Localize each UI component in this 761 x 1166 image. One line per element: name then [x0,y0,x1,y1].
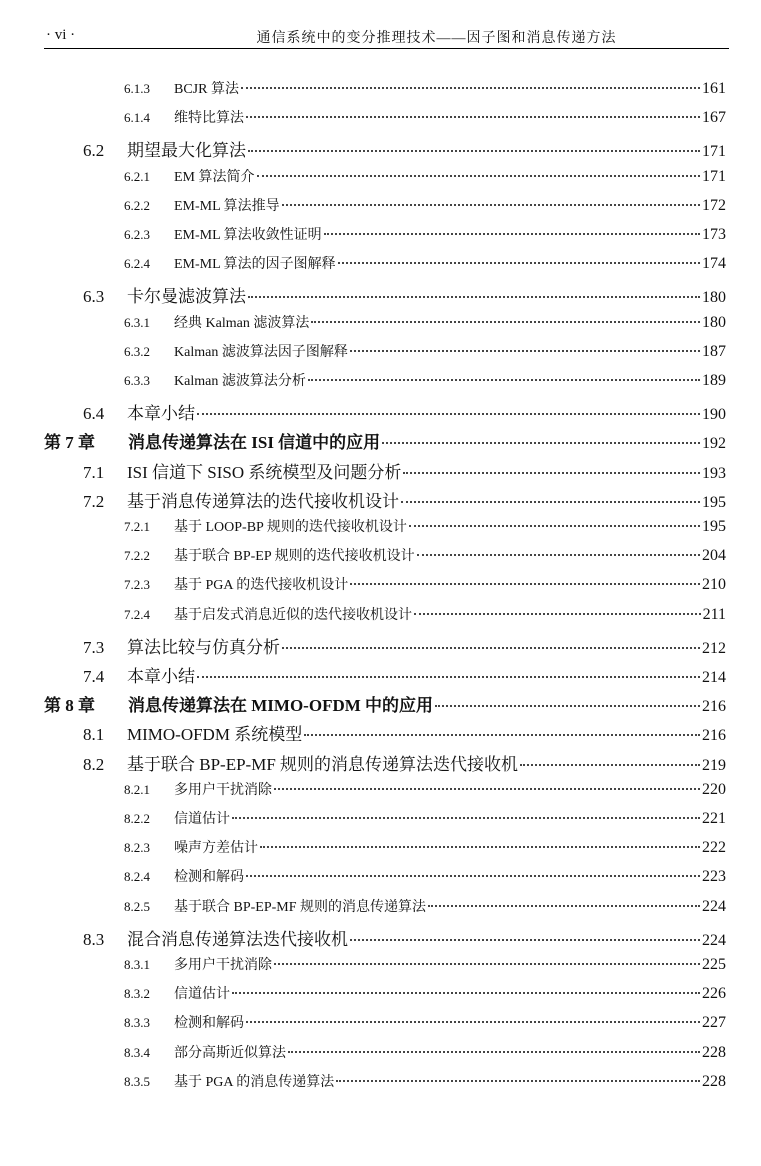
toc-entry-page: 228 [702,1043,726,1061]
toc-entry [0,604,726,624]
toc-entry-title: ISI 信道下 SISO 系统模型及问题分析 [127,462,402,482]
toc-entry-number: 8.3.3 [124,1015,150,1031]
toc-entry-title: EM-ML 算法的因子图解释 [174,257,336,273]
toc-entry-number: 7.2.3 [124,577,150,593]
toc-entry-page: 211 [702,605,726,623]
toc-leader-dots [197,413,700,415]
toc-entry [0,896,726,916]
toc-entry-title: 部分高斯近似算法 [174,1045,286,1061]
toc-entry-title: 基于联合 BP-EP 规则的迭代接收机设计 [174,549,415,565]
toc-entry-page: 192 [702,435,726,453]
toc-leader-dots [350,939,700,941]
toc-leader-dots [414,613,701,615]
toc-entry [0,458,726,483]
toc-entry-title: 基于联合 BP-EP-MF 规则的消息传递算法 [174,899,427,915]
toc-entry [0,1012,726,1032]
toc-entry-title: 算法比较与仿真分析 [127,637,280,657]
toc-entry-number: 7.2.1 [124,519,150,534]
toc-entry [0,925,726,950]
toc-entry-title: 多用户干扰消除 [174,958,272,973]
toc-entry-number: 第 8 章 [44,696,95,716]
toc-entry [0,516,726,536]
toc-entry [0,1071,726,1091]
toc-entry [0,166,726,186]
toc-entry-number: 8.3.5 [124,1073,150,1089]
toc-entry-number: 8.3.4 [124,1044,150,1060]
toc-entry-page: 195 [702,518,726,535]
toc-leader-dots [260,846,700,848]
running-header [44,22,729,49]
toc-leader-dots [246,875,700,877]
toc-entry-page: 227 [702,1014,726,1032]
toc-leader-dots [401,501,700,503]
toc-entry-page: 193 [702,464,726,482]
toc-entry-page: 204 [702,547,726,565]
toc-entry-number: 8.2.2 [124,811,150,826]
toc-entry-title: 信道估计 [174,812,230,827]
toc-leader-dots [232,992,700,994]
toc-entry [0,78,726,98]
toc-entry-number: 8.2 [83,754,105,774]
toc-entry-title: 信道估计 [174,987,230,1003]
toc-entry-number: 6.2 [83,141,105,161]
toc-leader-dots [246,1021,700,1023]
toc-entry-page: 161 [702,80,726,97]
toc-entry-number: 8.2.5 [124,898,150,914]
toc-entry [0,779,726,799]
toc-entry-page: 214 [702,669,726,686]
toc-entry-number: 6.3 [83,287,105,307]
toc-entry-number: 8.3.1 [124,957,150,972]
toc-entry-title: 混合消息传递算法迭代接收机 [127,929,348,949]
toc-entry [0,253,726,273]
toc-entry-page: 221 [702,810,726,827]
toc-entry-page: 216 [702,727,726,745]
toc-entry-title: 本章小结 [127,404,195,424]
toc-entry [0,866,726,886]
toc-entry-title: 基于 LOOP-BP 规则的迭代接收机设计 [174,520,407,535]
toc-leader-dots [435,705,700,707]
toc-entry-number: 6.2.3 [124,227,150,242]
toc-entry-page: 220 [702,780,726,798]
toc-entry-page: 180 [702,313,726,331]
toc-entry-title: 经典 Kalman 滤波算法 [174,315,310,331]
toc-entry [0,691,726,716]
page-number: · vi · [46,27,76,43]
toc-entry-page: 167 [702,109,726,127]
toc-entry-page: 222 [702,839,726,857]
toc-entry-title: 基于消息传递算法的迭代接收机设计 [127,491,399,511]
toc-entry-title: 基于 PGA 的迭代接收机设计 [174,578,349,594]
toc-entry [0,574,726,594]
toc-entry-title: 期望最大化算法 [127,141,246,161]
toc-entry-number: 7.4 [83,667,105,686]
toc-entry-number: 8.3 [83,929,105,949]
toc-entry-number: 6.3.1 [124,314,150,330]
toc-entry-number: 7.3 [83,637,105,657]
toc-entry [0,399,726,424]
toc-entry-page: 173 [702,226,726,243]
toc-entry [0,224,726,244]
toc-leader-dots [350,583,700,585]
toc-entry-page: 212 [702,639,726,657]
toc-entry-page: 224 [702,931,726,949]
toc-leader-dots [338,262,700,264]
toc-entry-page: 219 [702,756,726,774]
toc-entry-number: 7.1 [83,462,105,482]
toc-entry-number: 8.2.4 [124,869,150,885]
toc-entry-title: 本章小结 [127,667,195,686]
toc-entry-title: 基于联合 BP-EP-MF 规则的消息传递算法迭代接收机 [127,754,519,774]
toc-entry-title: 多用户干扰消除 [174,782,272,798]
toc-entry [0,545,726,565]
toc-entry-title: 基于 PGA 的消息传递算法 [174,1074,335,1090]
toc-leader-dots [282,204,700,206]
toc-entry-title: EM 算法简介 [174,169,255,185]
toc-entry-number: 8.2.3 [124,840,150,856]
toc-entry [0,954,726,974]
toc-entry-page: 187 [702,342,726,360]
toc-entry-page: 172 [702,196,726,214]
toc-entry-page: 210 [702,576,726,594]
toc-entry-title: 卡尔曼滤波算法 [127,287,246,307]
running-title: 通信系统中的变分推理技术——因子图和消息传递方法 [256,31,617,46]
toc-entry-page: 171 [702,143,726,161]
toc-entry-number: 第 7 章 [44,433,95,453]
toc-leader-dots [241,87,700,89]
toc-entry-number: 7.2.4 [124,606,150,622]
toc-entry-title: 检测和解码 [174,870,244,886]
toc-leader-dots [232,817,700,819]
toc-entry [0,428,726,453]
toc-leader-dots [248,296,700,298]
toc-entry [0,750,726,775]
toc-entry [0,370,726,390]
toc-leader-dots [274,963,700,965]
toc-entry [0,136,726,161]
toc-entry-page: 226 [702,985,726,1003]
toc-leader-dots [288,1051,700,1053]
toc-entry-number: 6.2.1 [124,168,150,184]
toc-entry-title: Kalman 滤波算法分析 [174,374,306,389]
toc-entry-page: 190 [702,406,726,424]
toc-entry [0,808,726,828]
toc-entry [0,341,726,361]
toc-leader-dots [428,905,700,907]
toc-entry-title: BCJR 算法 [174,82,239,97]
toc-entry-number: 6.1.4 [124,110,150,126]
toc-entry [0,195,726,215]
toc-entry-number: 6.2.4 [124,256,150,272]
toc-leader-dots [382,442,700,444]
toc-entry [0,633,726,658]
toc-entry-number: 6.4 [83,404,105,424]
toc-entry-title: EM-ML 算法收敛性证明 [174,228,322,243]
toc-entry-page: 189 [702,372,726,389]
toc-entry-page: 225 [702,956,726,973]
toc-leader-dots [304,734,700,736]
toc-entry [0,720,726,745]
toc-entry-page: 171 [702,167,726,185]
toc-leader-dots [311,321,700,323]
toc-entry-number: 7.2 [83,491,105,511]
toc-leader-dots [248,150,700,152]
toc-entry-title: 基于启发式消息近似的迭代接收机设计 [174,607,412,623]
toc-entry [0,282,726,307]
toc-leader-dots [350,350,700,352]
toc-entry [0,837,726,857]
toc-leader-dots [282,647,700,649]
toc-entry [0,662,726,687]
toc-leader-dots [308,379,700,381]
toc-leader-dots [274,788,700,790]
toc-entry [0,487,726,512]
toc-entry-number: 6.2.2 [124,197,150,213]
toc-leader-dots [257,175,701,177]
toc-leader-dots [197,676,700,678]
toc-entry-number: 6.3.2 [124,343,150,359]
toc-entry-number: 6.1.3 [124,81,150,96]
toc-entry-page: 195 [702,493,726,511]
toc-entry-title: EM-ML 算法推导 [174,198,280,214]
toc-entry [0,107,726,127]
toc-entry-title: 噪声方差估计 [174,841,258,857]
toc-entry [0,312,726,332]
toc-entry-number: 6.3.3 [124,373,150,388]
toc-leader-dots [336,1080,700,1082]
toc-entry-title: 维特比算法 [174,111,244,127]
toc-leader-dots [324,233,700,235]
toc-leader-dots [409,525,700,527]
toc-entry-page: 224 [702,897,726,915]
toc-leader-dots [417,554,700,556]
toc-entry-title: 消息传递算法在 ISI 信道中的应用 [128,433,381,453]
toc-entry-page: 228 [702,1072,726,1090]
toc-leader-dots [520,764,700,766]
toc-entry-title: 消息传递算法在 MIMO-OFDM 中的应用 [128,696,434,716]
toc-entry-number: 8.3.2 [124,986,150,1002]
toc-entry-number: 8.2.1 [124,781,150,797]
toc-entry-title: 检测和解码 [174,1016,244,1032]
toc-entry-page: 223 [702,868,726,886]
toc-leader-dots [246,116,700,118]
toc-entry-title: Kalman 滤波算法因子图解释 [174,344,348,360]
toc-leader-dots [403,472,700,474]
toc-entry-page: 216 [702,698,726,716]
toc-entry-page: 174 [702,255,726,273]
toc-entry-page: 180 [702,289,726,307]
toc-entry-number: 7.2.2 [124,548,150,564]
toc-entry-title: MIMO-OFDM 系统模型 [127,725,303,745]
toc-entry [0,1042,726,1062]
toc-entry-number: 8.1 [83,725,105,745]
toc-entry [0,983,726,1003]
